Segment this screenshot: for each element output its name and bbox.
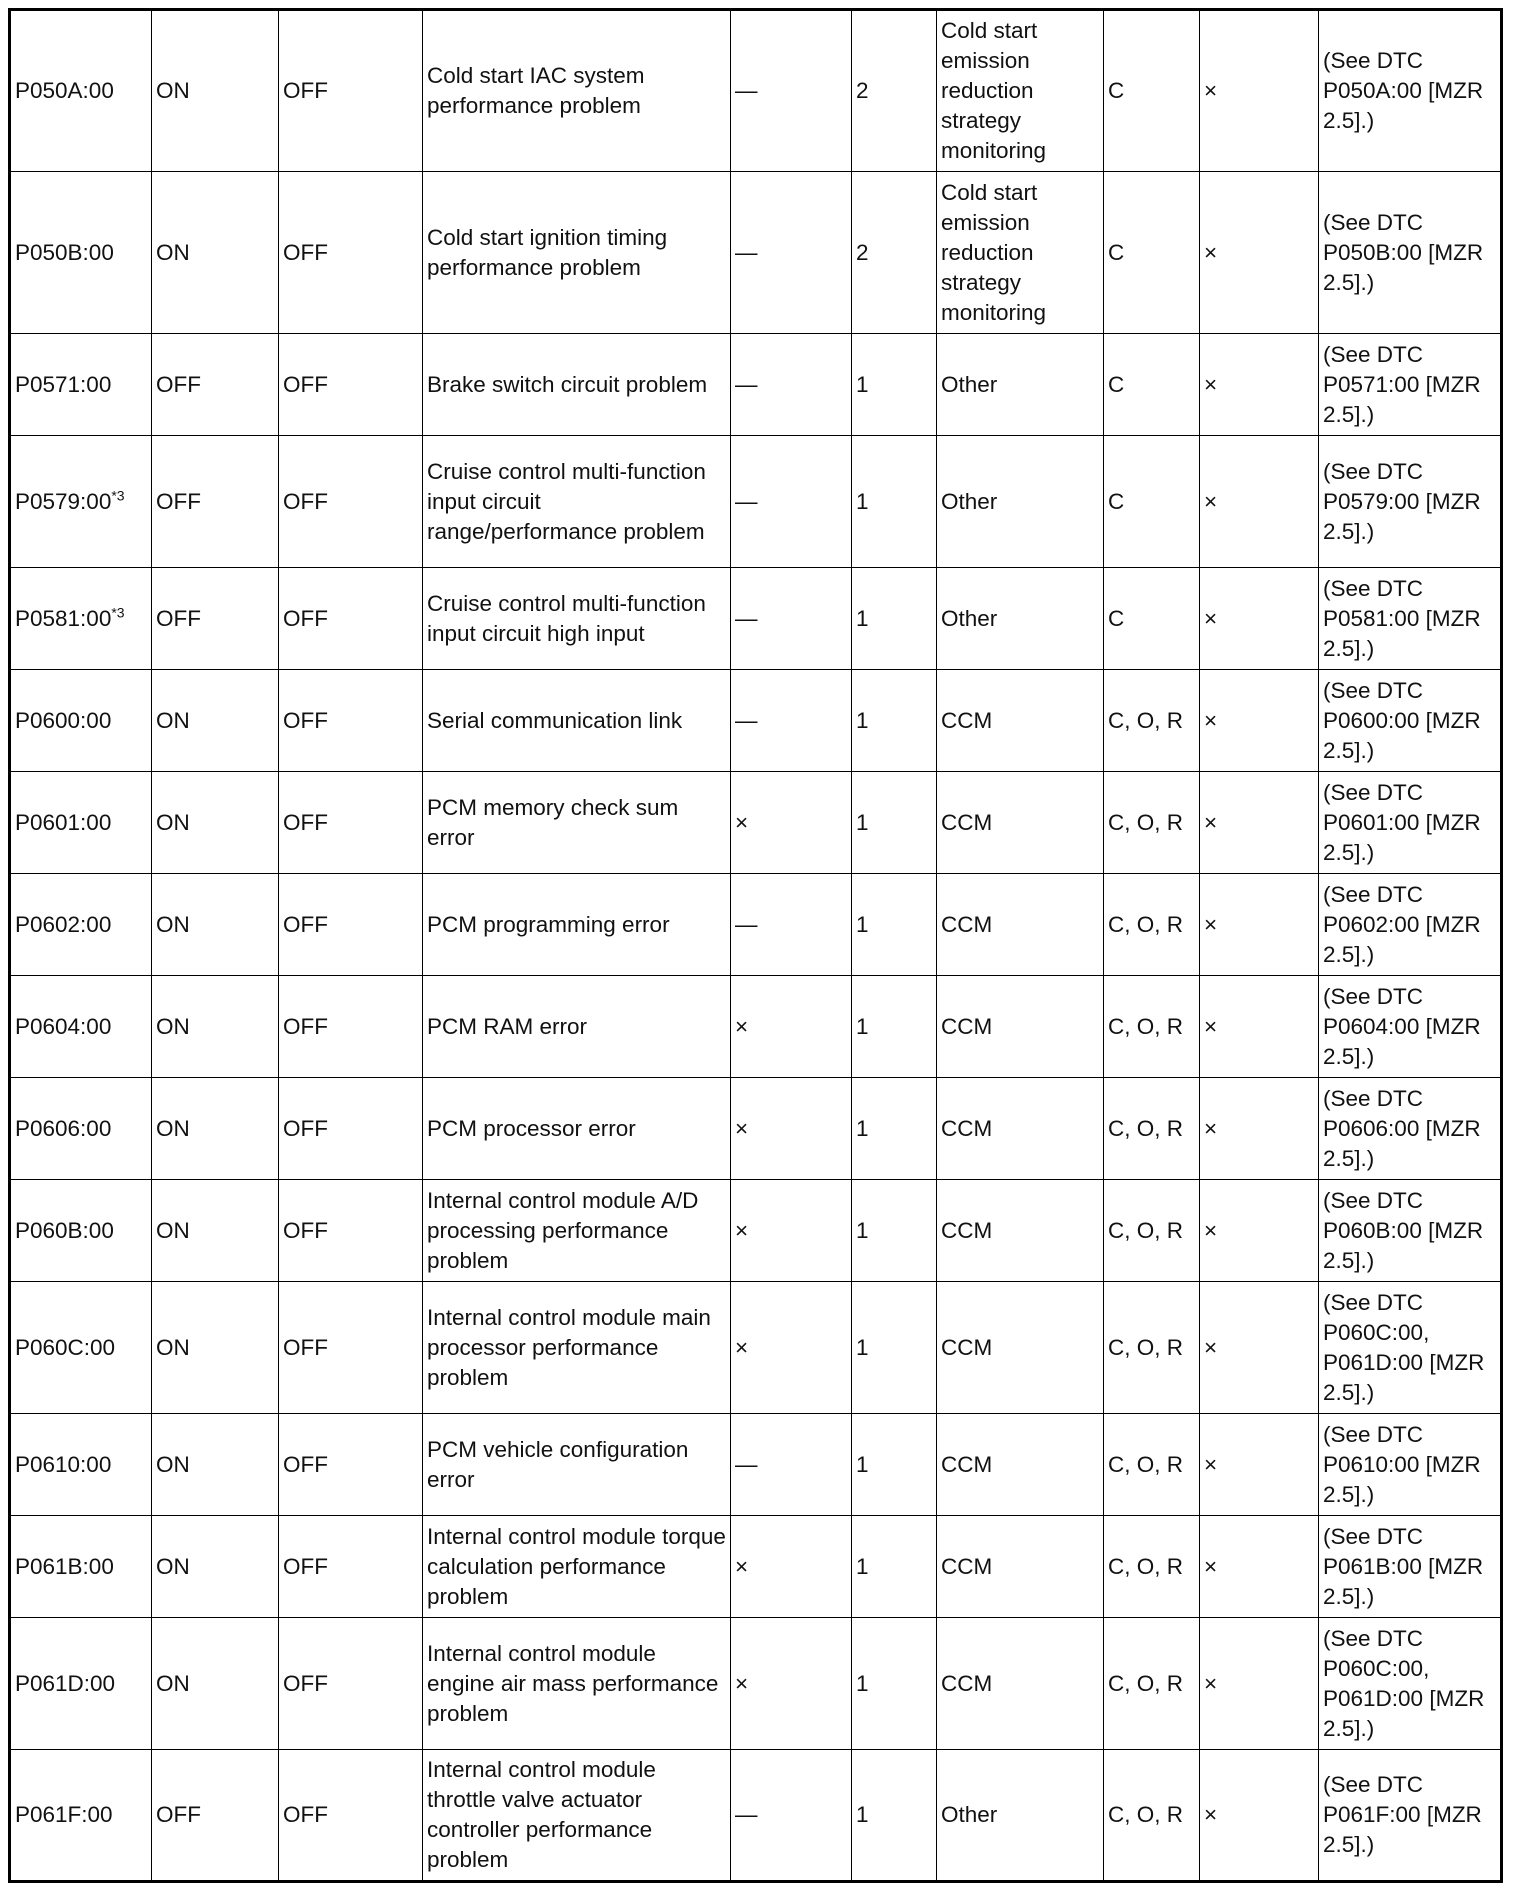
dtc-code-cell (10, 976, 152, 1078)
dtc-code: P0606:00 (15, 1115, 112, 1141)
mil-cell: ON (152, 1078, 279, 1180)
monitor-item-cell: CCM (937, 670, 1104, 772)
description-cell: PCM RAM error (423, 976, 731, 1078)
monitor-item-cell: CCM (937, 874, 1104, 976)
dtc-code-cell (10, 1414, 152, 1516)
fail-safe-cell: × (731, 772, 852, 874)
dtc-output-cell: C, O, R (1104, 670, 1200, 772)
drive-cycle-cell: 1 (852, 1414, 937, 1516)
drive-cycle-cell: 1 (852, 874, 937, 976)
fail-safe-cell: — (731, 436, 852, 568)
description-cell: PCM memory check sum error (423, 772, 731, 874)
monitor-item-cell: CCM (937, 1618, 1104, 1750)
memory-function-cell: × (1200, 1618, 1319, 1750)
drive-cycle-cell: 1 (852, 334, 937, 436)
description-cell: PCM processor error (423, 1078, 731, 1180)
dtc-code-cell (10, 568, 152, 670)
dtc-output-cell: C, O, R (1104, 1516, 1200, 1618)
dtc-code: P0610:00 (15, 1451, 112, 1477)
dtc-code-cell (10, 1180, 152, 1282)
dtc-code-cell (10, 1750, 152, 1882)
description-cell: PCM vehicle configuration error (423, 1414, 731, 1516)
memory-function-cell: × (1200, 1414, 1319, 1516)
dtc-code: P0604:00 (15, 1013, 112, 1039)
dtc-output-cell: C (1104, 172, 1200, 334)
table-row (10, 976, 1502, 1078)
mil-cell: ON (152, 1618, 279, 1750)
monitor-item-cell: Cold start emission reduction strategy monitoring (937, 172, 1104, 334)
generator-light-cell: OFF (279, 436, 423, 568)
dtc-code-cell (10, 1282, 152, 1414)
fail-safe-cell: — (731, 334, 852, 436)
description-cell: Internal control module engine air mass performance problem (423, 1618, 731, 1750)
fail-safe-cell: × (731, 1516, 852, 1618)
dtc-code: P060C:00 (15, 1334, 116, 1360)
fail-safe-cell: × (731, 976, 852, 1078)
table-row (10, 10, 1502, 172)
description-cell: Serial communication link (423, 670, 731, 772)
monitor-item-cell: CCM (937, 976, 1104, 1078)
reference-cell: (See DTC P061B:00 [MZR 2.5].) (1319, 1516, 1502, 1618)
memory-function-cell: × (1200, 1750, 1319, 1882)
fail-safe-cell: × (731, 1180, 852, 1282)
generator-light-cell: OFF (279, 334, 423, 436)
fail-safe-cell: — (731, 1750, 852, 1882)
dtc-output-cell: C, O, R (1104, 1180, 1200, 1282)
mil-cell: ON (152, 1414, 279, 1516)
memory-function-cell: × (1200, 172, 1319, 334)
description-cell: Internal control module torque calculation performance problem (423, 1516, 731, 1618)
monitor-item-cell: Cold start emission reduction strategy monitoring (937, 10, 1104, 172)
fail-safe-cell: — (731, 568, 852, 670)
reference-cell: (See DTC P060C:00, P061D:00 [MZR 2.5].) (1319, 1618, 1502, 1750)
dtc-code-cell (10, 1516, 152, 1618)
description-cell: Cruise control multi-function input circuit range/performance problem (423, 436, 731, 568)
drive-cycle-cell: 1 (852, 1750, 937, 1882)
reference-cell: (See DTC P060B:00 [MZR 2.5].) (1319, 1180, 1502, 1282)
table-row (10, 436, 1502, 568)
generator-light-cell: OFF (279, 1414, 423, 1516)
monitor-item-cell: Other (937, 334, 1104, 436)
reference-cell: (See DTC P0606:00 [MZR 2.5].) (1319, 1078, 1502, 1180)
mil-cell: ON (152, 976, 279, 1078)
description-cell: Internal control module A/D processing performance problem (423, 1180, 731, 1282)
memory-function-cell: × (1200, 1516, 1319, 1618)
monitor-item-cell: CCM (937, 772, 1104, 874)
description-cell: Internal control module main processor performance problem (423, 1282, 731, 1414)
dtc-code-cell (10, 874, 152, 976)
table-row (10, 1414, 1502, 1516)
monitor-item-cell: CCM (937, 1282, 1104, 1414)
memory-function-cell: × (1200, 10, 1319, 172)
dtc-footnote-mark: *3 (111, 604, 125, 620)
fail-safe-cell: × (731, 1282, 852, 1414)
drive-cycle-cell: 1 (852, 436, 937, 568)
mil-cell: ON (152, 1516, 279, 1618)
generator-light-cell: OFF (279, 1516, 423, 1618)
memory-function-cell: × (1200, 1282, 1319, 1414)
table-row (10, 1282, 1502, 1414)
dtc-output-cell: C, O, R (1104, 1414, 1200, 1516)
fail-safe-cell: — (731, 874, 852, 976)
mil-cell: OFF (152, 436, 279, 568)
generator-light-cell: OFF (279, 874, 423, 976)
reference-cell: (See DTC P050A:00 [MZR 2.5].) (1319, 10, 1502, 172)
dtc-output-cell: C, O, R (1104, 1750, 1200, 1882)
dtc-code-cell (10, 334, 152, 436)
table-row (10, 670, 1502, 772)
fail-safe-cell: × (731, 1618, 852, 1750)
drive-cycle-cell: 1 (852, 1180, 937, 1282)
generator-light-cell: OFF (279, 568, 423, 670)
memory-function-cell: × (1200, 1180, 1319, 1282)
description-cell: Cold start ignition timing performance problem (423, 172, 731, 334)
fail-safe-cell: — (731, 10, 852, 172)
dtc-code-cell (10, 10, 152, 172)
monitor-item-cell: CCM (937, 1078, 1104, 1180)
drive-cycle-cell: 1 (852, 1078, 937, 1180)
generator-light-cell: OFF (279, 1078, 423, 1180)
description-cell: Internal control module throttle valve actuator controller performance problem (423, 1750, 731, 1882)
generator-light-cell: OFF (279, 976, 423, 1078)
dtc-code: P0600:00 (15, 707, 112, 733)
drive-cycle-cell: 1 (852, 1516, 937, 1618)
reference-cell: (See DTC P0610:00 [MZR 2.5].) (1319, 1414, 1502, 1516)
dtc-output-cell: C, O, R (1104, 874, 1200, 976)
monitor-item-cell: Other (937, 1750, 1104, 1882)
dtc-output-cell: C (1104, 10, 1200, 172)
drive-cycle-cell: 2 (852, 172, 937, 334)
reference-cell: (See DTC P0581:00 [MZR 2.5].) (1319, 568, 1502, 670)
mil-cell: ON (152, 10, 279, 172)
dtc-code: P061D:00 (15, 1670, 116, 1696)
generator-light-cell: OFF (279, 1282, 423, 1414)
description-cell: Brake switch circuit problem (423, 334, 731, 436)
drive-cycle-cell: 1 (852, 670, 937, 772)
table-row (10, 568, 1502, 670)
reference-cell: (See DTC P0602:00 [MZR 2.5].) (1319, 874, 1502, 976)
monitor-item-cell: Other (937, 568, 1104, 670)
table-row (10, 1078, 1502, 1180)
dtc-output-cell: C, O, R (1104, 976, 1200, 1078)
dtc-table (8, 8, 1503, 1883)
mil-cell: ON (152, 172, 279, 334)
mil-cell: OFF (152, 334, 279, 436)
table-row (10, 1180, 1502, 1282)
dtc-footnote-mark: *3 (111, 487, 125, 503)
memory-function-cell: × (1200, 976, 1319, 1078)
dtc-code-cell (10, 1618, 152, 1750)
dtc-code: P0579:00 (15, 488, 112, 514)
dtc-output-cell: C, O, R (1104, 1618, 1200, 1750)
dtc-output-cell: C, O, R (1104, 1282, 1200, 1414)
mil-cell: ON (152, 670, 279, 772)
generator-light-cell: OFF (279, 1750, 423, 1882)
monitor-item-cell: CCM (937, 1516, 1104, 1618)
monitor-item-cell: CCM (937, 1180, 1104, 1282)
drive-cycle-cell: 1 (852, 1282, 937, 1414)
reference-cell: (See DTC P061F:00 [MZR 2.5].) (1319, 1750, 1502, 1882)
table-row (10, 334, 1502, 436)
reference-cell: (See DTC P0579:00 [MZR 2.5].) (1319, 436, 1502, 568)
dtc-code-cell (10, 670, 152, 772)
fail-safe-cell: — (731, 172, 852, 334)
mil-cell: OFF (152, 568, 279, 670)
mil-cell: ON (152, 1180, 279, 1282)
drive-cycle-cell: 1 (852, 1618, 937, 1750)
dtc-code: P0571:00 (15, 371, 112, 397)
table-row (10, 874, 1502, 976)
mil-cell: ON (152, 772, 279, 874)
reference-cell: (See DTC P050B:00 [MZR 2.5].) (1319, 172, 1502, 334)
drive-cycle-cell: 1 (852, 772, 937, 874)
mil-cell: ON (152, 1282, 279, 1414)
generator-light-cell: OFF (279, 772, 423, 874)
table-row (10, 1618, 1502, 1750)
dtc-output-cell: C, O, R (1104, 1078, 1200, 1180)
dtc-code-cell (10, 1078, 152, 1180)
table-row (10, 772, 1502, 874)
generator-light-cell: OFF (279, 172, 423, 334)
table-row (10, 172, 1502, 334)
monitor-item-cell: CCM (937, 1414, 1104, 1516)
memory-function-cell: × (1200, 334, 1319, 436)
drive-cycle-cell: 2 (852, 10, 937, 172)
generator-light-cell: OFF (279, 670, 423, 772)
memory-function-cell: × (1200, 670, 1319, 772)
dtc-code: P061B:00 (15, 1553, 114, 1579)
description-cell: Cruise control multi-function input circuit high input (423, 568, 731, 670)
dtc-table-body (10, 10, 1502, 1882)
memory-function-cell: × (1200, 874, 1319, 976)
dtc-code: P050B:00 (15, 239, 114, 265)
drive-cycle-cell: 1 (852, 568, 937, 670)
generator-light-cell: OFF (279, 10, 423, 172)
mil-cell: OFF (152, 1750, 279, 1882)
dtc-code: P060B:00 (15, 1217, 114, 1243)
dtc-code: P0581:00 (15, 605, 112, 631)
generator-light-cell: OFF (279, 1618, 423, 1750)
memory-function-cell: × (1200, 1078, 1319, 1180)
dtc-code-cell (10, 172, 152, 334)
dtc-output-cell: C (1104, 568, 1200, 670)
dtc-code-cell (10, 772, 152, 874)
dtc-code-cell (10, 436, 152, 568)
dtc-code: P0601:00 (15, 809, 112, 835)
mil-cell: ON (152, 874, 279, 976)
description-cell: PCM programming error (423, 874, 731, 976)
fail-safe-cell: — (731, 670, 852, 772)
monitor-item-cell: Other (937, 436, 1104, 568)
reference-cell: (See DTC P0601:00 [MZR 2.5].) (1319, 772, 1502, 874)
fail-safe-cell: × (731, 1078, 852, 1180)
memory-function-cell: × (1200, 436, 1319, 568)
description-cell: Cold start IAC system performance problem (423, 10, 731, 172)
table-row (10, 1750, 1502, 1882)
table-row (10, 1516, 1502, 1618)
reference-cell: (See DTC P060C:00, P061D:00 [MZR 2.5].) (1319, 1282, 1502, 1414)
dtc-code: P050A:00 (15, 78, 114, 103)
dtc-code: P0602:00 (15, 911, 112, 937)
reference-cell: (See DTC P0604:00 [MZR 2.5].) (1319, 976, 1502, 1078)
dtc-output-cell: C (1104, 436, 1200, 568)
dtc-output-cell: C (1104, 334, 1200, 436)
dtc-code: P061F:00 (15, 1802, 113, 1827)
reference-cell: (See DTC P0600:00 [MZR 2.5].) (1319, 670, 1502, 772)
memory-function-cell: × (1200, 772, 1319, 874)
memory-function-cell: × (1200, 568, 1319, 670)
fail-safe-cell: — (731, 1414, 852, 1516)
drive-cycle-cell: 1 (852, 976, 937, 1078)
generator-light-cell: OFF (279, 1180, 423, 1282)
reference-cell: (See DTC P0571:00 [MZR 2.5].) (1319, 334, 1502, 436)
dtc-output-cell: C, O, R (1104, 772, 1200, 874)
